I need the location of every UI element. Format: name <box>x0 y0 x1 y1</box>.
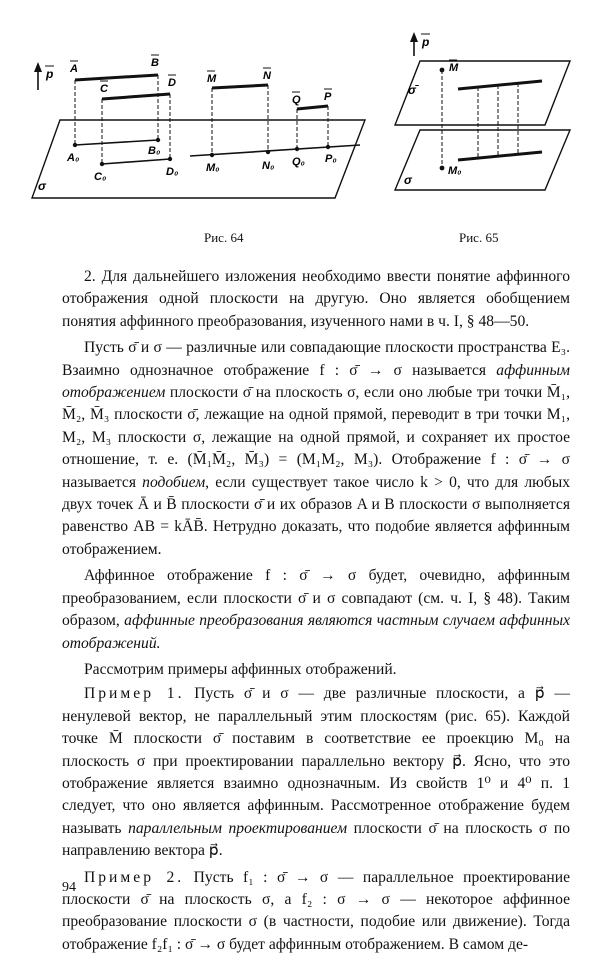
label-Q: Q <box>292 94 301 106</box>
label-B0: B₀ <box>148 145 161 157</box>
term-affine-map: аффинным отображением <box>62 361 570 402</box>
label-D: D <box>168 77 176 89</box>
label-M: M <box>207 73 217 85</box>
example-2-label: Пример 2. <box>84 868 185 886</box>
plane-sigma <box>395 130 570 190</box>
label-Q0: Q₀ <box>292 156 305 168</box>
plane-sigma-bar <box>395 61 570 125</box>
page-number: 94 <box>62 880 76 895</box>
label-sigma-fig65: σ <box>404 173 412 187</box>
term-parallel-projection: параллельным проектированием <box>128 819 348 837</box>
caption-fig65: Рис. 65 <box>459 230 499 245</box>
label-A0: A₀ <box>67 152 80 164</box>
label-C: C <box>100 83 108 95</box>
paragraph-2: Пусть σ̄ и σ — различные или совпадающие плоскости пространства E₃. Взаимно однозначное отображение f : σ̄ → σ называется аффинным отображением плоскости σ̄ на плоскость σ, если оно любые три точки M̄₁, M̄₂, M̄₃ плоскости σ̄, лежащие на одной прямой, переводит в три точки M₁, M₂, M₃ плоскости σ, лежащие на одной прямой, и сохраняет их простое отношение, т. е. (M̄₁M̄₂, M̄₃) = (M₁M₂, M₃). Отображение f : σ̄ → σ называется подобием, если существует такое число k > 0, что для любых двух точек Ā и B̄ плоскости σ̄ и их образов A и B плоскости σ выполняется равенство AB = kĀB̄. Нетрудно доказать, что подобие является аффинным отображением. <box>62 339 570 558</box>
paragraph-1: 2. Для дальнейшего изложения необходимо ввести понятие аффинного отображения одной плоскости на другую. Оно является обобщением понятия аффинного преобразования, изученного нами в ч. I, § 48—50. <box>62 268 570 330</box>
label-C0: C₀ <box>94 171 107 183</box>
paragraph-4: Рассмотрим примеры аффинных отображений. <box>84 660 397 678</box>
figure-65 <box>390 28 580 203</box>
label-D0: D₀ <box>166 166 179 178</box>
label-P0: P₀ <box>325 153 337 165</box>
label-p: p <box>46 67 54 81</box>
label-B: B <box>151 57 159 69</box>
label-sigma-bar: σ̄ <box>408 83 416 97</box>
label-p-fig65: p <box>422 35 430 49</box>
label-P: P <box>324 91 332 103</box>
statement-affine: аффинные преобразования являются частным случаем аффинных отображений. <box>62 612 570 652</box>
label-sigma: σ <box>38 179 46 193</box>
label-N0: N₀ <box>262 160 275 172</box>
plane-sigma <box>32 120 365 198</box>
example-2: Пример 2. Пусть f₁ : σ̄ → σ — параллельное проектирование плоскости σ̄ на плоскость σ, а f₂ : σ → σ — некоторое аффинное преобразование плоскости σ (в частности, подобие или движение). Тогда отображение f₂f₁ : σ̄ → σ будет аффинным отображением. В самом де- <box>62 868 570 953</box>
term-similarity: подобием <box>142 473 206 491</box>
label-M0-fig65: M₀ <box>448 165 462 177</box>
label-M0: M₀ <box>206 162 220 174</box>
label-A: A <box>70 63 78 75</box>
paragraph-3: Аффинное отображение f : σ̄ → σ будет, очевидно, аффинным преобразованием, если плоскости σ̄ и σ совпадают (см. ч. I, § 48). Таким образом, аффинные преобразования являются частным случаем аффинных отображений. <box>62 567 570 652</box>
label-M-fig65: M <box>449 62 459 74</box>
example-1-label: Пример 1. <box>84 685 185 703</box>
body-text <box>62 266 570 960</box>
example-1: Пример 1. Пусть σ̄ и σ — две различные плоскости, а p⃗ — ненулевой вектор, не параллельный этим плоскостям (рис. 65). Каждой точке M̄ плоскости σ̄ поставим в соответствие ее проекцию M₀ на плоскость σ при проектировании параллельно вектору p⃗. Ясно, что это отображение является взаимно однозначным. Из свойств 1⁰ и 4⁰ п. 1 следует, что оно является аффинным. Рассмотренное отображение будем называть параллельным проектированием плоскости σ̄ на плоскость σ по направлению вектора p⃗. <box>62 685 570 860</box>
figure-64 <box>30 28 370 213</box>
caption-fig64: Рис. 64 <box>204 230 244 245</box>
label-N: N <box>263 70 271 82</box>
